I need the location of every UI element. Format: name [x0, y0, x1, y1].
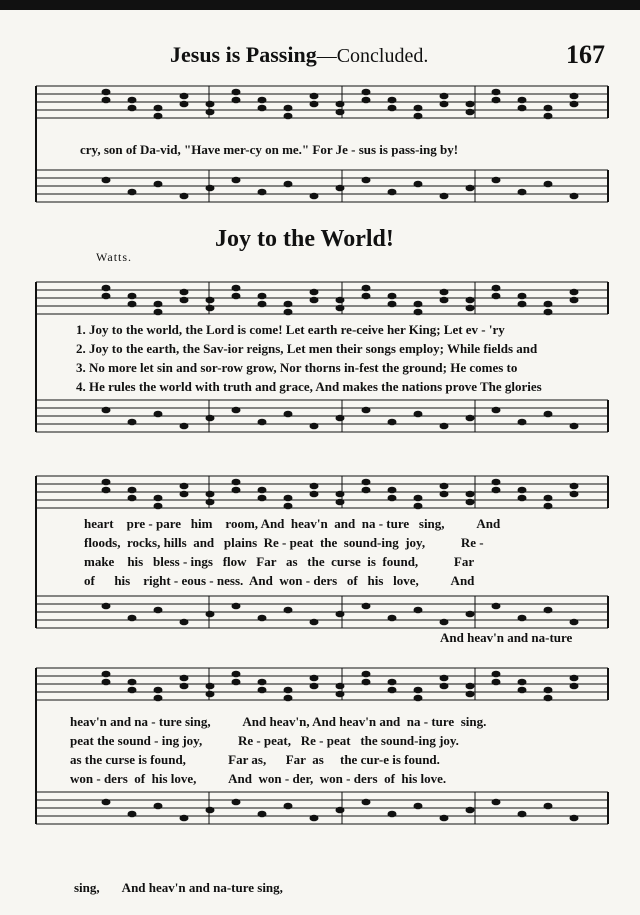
treble-note	[518, 97, 527, 104]
bass-note	[102, 799, 111, 806]
treble-note	[518, 301, 527, 308]
treble-note	[466, 305, 475, 312]
treble-note	[440, 289, 449, 296]
treble-note	[440, 297, 449, 304]
bass-note	[102, 603, 111, 610]
treble-note	[336, 109, 345, 116]
bass-note	[440, 423, 449, 430]
treble-note	[492, 293, 501, 300]
bass-note	[518, 811, 527, 818]
bass-note	[570, 619, 579, 626]
bass-note	[570, 815, 579, 822]
bass-note	[570, 423, 579, 430]
bass-note	[414, 803, 423, 810]
bass-note	[310, 193, 319, 200]
bass-note	[232, 799, 241, 806]
treble-note	[206, 297, 215, 304]
treble-note	[310, 491, 319, 498]
treble-note	[180, 297, 189, 304]
bass-note	[232, 407, 241, 414]
bass-note	[492, 799, 501, 806]
treble-note	[206, 491, 215, 498]
treble-note	[284, 105, 293, 112]
bass-note	[102, 177, 111, 184]
treble-note	[128, 495, 137, 502]
treble-note	[180, 483, 189, 490]
treble-note	[544, 503, 553, 510]
bass-note	[388, 419, 397, 426]
treble-note	[570, 93, 579, 100]
treble-note	[180, 683, 189, 690]
treble-note	[362, 97, 371, 104]
bass-note	[440, 619, 449, 626]
treble-note	[154, 503, 163, 510]
bass-note	[284, 607, 293, 614]
treble-note	[362, 671, 371, 678]
bass-note	[180, 815, 189, 822]
treble-note	[128, 687, 137, 694]
treble-note	[362, 89, 371, 96]
treble-note	[544, 695, 553, 702]
treble-note	[336, 683, 345, 690]
bass-note	[518, 189, 527, 196]
verse2-line-4: of his right - eous - ness. And won - ders of his love, And	[84, 573, 475, 588]
bass-note	[154, 181, 163, 188]
bass-note	[154, 803, 163, 810]
treble-note	[466, 499, 475, 506]
bass-note	[258, 615, 267, 622]
treble-note	[284, 495, 293, 502]
treble-note	[440, 483, 449, 490]
treble-note	[154, 695, 163, 702]
treble-note	[180, 675, 189, 682]
treble-note	[232, 671, 241, 678]
treble-note	[102, 487, 111, 494]
treble-note	[440, 491, 449, 498]
bass-note	[466, 185, 475, 192]
bass-note	[206, 611, 215, 618]
bass-note	[362, 603, 371, 610]
treble-note	[414, 105, 423, 112]
treble-note	[466, 691, 475, 698]
bass-note	[492, 177, 501, 184]
bass-lyric-2: And heav'n and na-ture	[440, 630, 573, 645]
verse1-line-2: 2. Joy to the earth, the Sav-ior reigns, Let men their songs employ; While fields and	[76, 341, 538, 356]
treble-note	[310, 675, 319, 682]
bass-note	[180, 193, 189, 200]
treble-note	[492, 479, 501, 486]
treble-note	[466, 491, 475, 498]
treble-note	[154, 687, 163, 694]
treble-note	[440, 101, 449, 108]
bass-note	[284, 411, 293, 418]
treble-note	[388, 679, 397, 686]
bass-note	[206, 807, 215, 814]
treble-note	[492, 285, 501, 292]
treble-note	[440, 683, 449, 690]
treble-note	[544, 113, 553, 120]
treble-note	[102, 479, 111, 486]
treble-note	[180, 101, 189, 108]
treble-note	[102, 89, 111, 96]
treble-note	[570, 289, 579, 296]
treble-note	[154, 113, 163, 120]
bass-note	[362, 177, 371, 184]
treble-note	[232, 285, 241, 292]
bass-note	[128, 811, 137, 818]
treble-note	[440, 675, 449, 682]
treble-note	[336, 101, 345, 108]
treble-note	[466, 109, 475, 116]
treble-note	[388, 293, 397, 300]
treble-note	[518, 679, 527, 686]
bass-note	[466, 415, 475, 422]
treble-note	[206, 305, 215, 312]
treble-note	[310, 93, 319, 100]
bass-note	[492, 603, 501, 610]
treble-note	[362, 487, 371, 494]
treble-note	[128, 679, 137, 686]
bass-note	[362, 799, 371, 806]
treble-note	[492, 487, 501, 494]
bass-note	[570, 193, 579, 200]
treble-note	[518, 687, 527, 694]
treble-note	[414, 113, 423, 120]
treble-note	[336, 691, 345, 698]
bass-note	[310, 423, 319, 430]
treble-note	[284, 113, 293, 120]
treble-note	[102, 671, 111, 678]
verse3-line-1: heav'n and na - ture sing, And heav'n, And heav'n and na - ture sing.	[70, 714, 487, 729]
bass-note	[128, 189, 137, 196]
verse3-line-3: as the curse is found, Far as, Far as the cur-e is found.	[70, 752, 440, 767]
bass-note	[518, 615, 527, 622]
treble-note	[466, 101, 475, 108]
treble-note	[128, 487, 137, 494]
bass-note	[128, 615, 137, 622]
treble-note	[336, 297, 345, 304]
bass-note	[154, 607, 163, 614]
bass-note	[544, 803, 553, 810]
bass-note	[284, 181, 293, 188]
treble-note	[232, 97, 241, 104]
treble-note	[128, 301, 137, 308]
bass-note	[206, 185, 215, 192]
verse2-line-2: floods, rocks, hills and plains Re - peat the sound-ing joy, Re -	[84, 535, 484, 550]
treble-note	[232, 479, 241, 486]
treble-note	[284, 301, 293, 308]
treble-note	[336, 491, 345, 498]
treble-note	[310, 683, 319, 690]
bass-note	[206, 415, 215, 422]
bass-note	[414, 411, 423, 418]
treble-note	[154, 105, 163, 112]
bass-note	[518, 419, 527, 426]
treble-note	[102, 97, 111, 104]
verse2-line-3: make his bless - ings flow Far as the curse is found, Far	[84, 554, 475, 569]
treble-note	[206, 691, 215, 698]
treble-note	[388, 97, 397, 104]
bass-note	[544, 181, 553, 188]
treble-note	[102, 679, 111, 686]
treble-note	[466, 297, 475, 304]
bass-note	[258, 419, 267, 426]
treble-note	[570, 101, 579, 108]
bass-note	[466, 611, 475, 618]
verse2-line-1: heart pre - pare him room, And heav'n and na - ture sing, And	[84, 516, 501, 531]
treble-note	[310, 289, 319, 296]
bass-note	[440, 815, 449, 822]
treble-note	[232, 487, 241, 494]
treble-note	[180, 289, 189, 296]
bass-note	[492, 407, 501, 414]
treble-note	[362, 479, 371, 486]
treble-note	[362, 679, 371, 686]
bass-note	[232, 603, 241, 610]
treble-note	[440, 93, 449, 100]
treble-note	[258, 687, 267, 694]
bass-note	[180, 619, 189, 626]
treble-note	[258, 293, 267, 300]
bass-note	[284, 803, 293, 810]
verse1-line-1: 1. Joy to the world, the Lord is come! Let earth re-ceive her King; Let ev - 'ry	[76, 322, 505, 337]
verse1-line-4: 4. He rules the world with truth and grace, And makes the nations prove The glories	[76, 379, 542, 394]
treble-note	[544, 105, 553, 112]
bass-note	[362, 407, 371, 414]
bass-lyric-3: sing, And heav'n and na-ture sing,	[74, 880, 283, 895]
treble-note	[128, 293, 137, 300]
treble-note	[310, 483, 319, 490]
treble-note	[570, 483, 579, 490]
treble-note	[518, 293, 527, 300]
treble-note	[362, 293, 371, 300]
bass-note	[388, 189, 397, 196]
bass-note	[336, 807, 345, 814]
bass-note	[414, 181, 423, 188]
bass-note	[336, 415, 345, 422]
treble-note	[414, 309, 423, 316]
bass-note	[414, 607, 423, 614]
treble-note	[258, 495, 267, 502]
treble-note	[206, 683, 215, 690]
treble-note	[388, 105, 397, 112]
treble-note	[388, 495, 397, 502]
treble-note	[336, 499, 345, 506]
treble-note	[492, 671, 501, 678]
bass-note	[440, 193, 449, 200]
treble-note	[258, 97, 267, 104]
bass-note	[258, 811, 267, 818]
treble-note	[336, 305, 345, 312]
treble-note	[362, 285, 371, 292]
header-subtitle: —Concluded.	[316, 45, 429, 67]
bass-note	[128, 419, 137, 426]
bass-note	[258, 189, 267, 196]
treble-note	[414, 301, 423, 308]
treble-note	[310, 101, 319, 108]
treble-note	[570, 683, 579, 690]
treble-note	[492, 679, 501, 686]
verse3-line-4: won - ders of his love, And won - der, won - ders of his love.	[70, 771, 447, 786]
treble-note	[518, 105, 527, 112]
treble-note	[518, 487, 527, 494]
treble-note	[414, 695, 423, 702]
treble-note	[232, 293, 241, 300]
treble-note	[284, 503, 293, 510]
bass-note	[336, 185, 345, 192]
treble-note	[128, 105, 137, 112]
treble-note	[154, 301, 163, 308]
treble-note	[414, 495, 423, 502]
treble-note	[544, 309, 553, 316]
treble-note	[492, 97, 501, 104]
hymn1-lyric: cry, son of Da-vid, "Have mer-cy on me." For Je - sus is pass-ing by!	[80, 142, 459, 157]
bass-note	[466, 807, 475, 814]
treble-note	[466, 683, 475, 690]
treble-note	[258, 487, 267, 494]
treble-note	[544, 687, 553, 694]
verse1-line-3: 3. No more let sin and sor-row grow, Nor thorns in-fest the ground; He comes to	[76, 360, 518, 375]
bass-note	[232, 177, 241, 184]
treble-note	[128, 97, 137, 104]
bass-note	[544, 607, 553, 614]
treble-note	[388, 487, 397, 494]
treble-note	[154, 495, 163, 502]
bass-note	[154, 411, 163, 418]
treble-note	[570, 675, 579, 682]
treble-note	[284, 309, 293, 316]
bass-note	[310, 815, 319, 822]
song-title-joy-to-the-world: Joy to the World!	[215, 226, 394, 252]
bass-note	[336, 611, 345, 618]
bass-note	[544, 411, 553, 418]
bass-note	[388, 811, 397, 818]
bass-note	[180, 423, 189, 430]
treble-note	[102, 293, 111, 300]
treble-note	[180, 491, 189, 498]
treble-note	[206, 101, 215, 108]
treble-note	[492, 89, 501, 96]
treble-note	[518, 495, 527, 502]
bass-note	[388, 615, 397, 622]
treble-note	[232, 89, 241, 96]
treble-note	[388, 687, 397, 694]
treble-note	[258, 301, 267, 308]
treble-note	[544, 495, 553, 502]
treble-note	[570, 491, 579, 498]
treble-note	[102, 285, 111, 292]
treble-note	[388, 301, 397, 308]
page-number: 167	[566, 40, 605, 69]
treble-note	[544, 301, 553, 308]
treble-note	[154, 309, 163, 316]
treble-note	[310, 297, 319, 304]
bass-note	[310, 619, 319, 626]
treble-note	[414, 687, 423, 694]
treble-note	[206, 109, 215, 116]
treble-note	[206, 499, 215, 506]
hymn-title-jesus-is-passing: Jesus is Passing	[170, 42, 317, 67]
treble-note	[284, 695, 293, 702]
treble-note	[570, 297, 579, 304]
verse3-line-2: peat the sound - ing joy, Re - peat, Re - peat the sound-ing joy.	[70, 733, 459, 748]
treble-note	[232, 679, 241, 686]
treble-note	[180, 93, 189, 100]
treble-note	[258, 105, 267, 112]
treble-note	[284, 687, 293, 694]
treble-note	[414, 503, 423, 510]
treble-note	[258, 679, 267, 686]
bass-note	[102, 407, 111, 414]
song-author: Watts.	[96, 250, 133, 264]
